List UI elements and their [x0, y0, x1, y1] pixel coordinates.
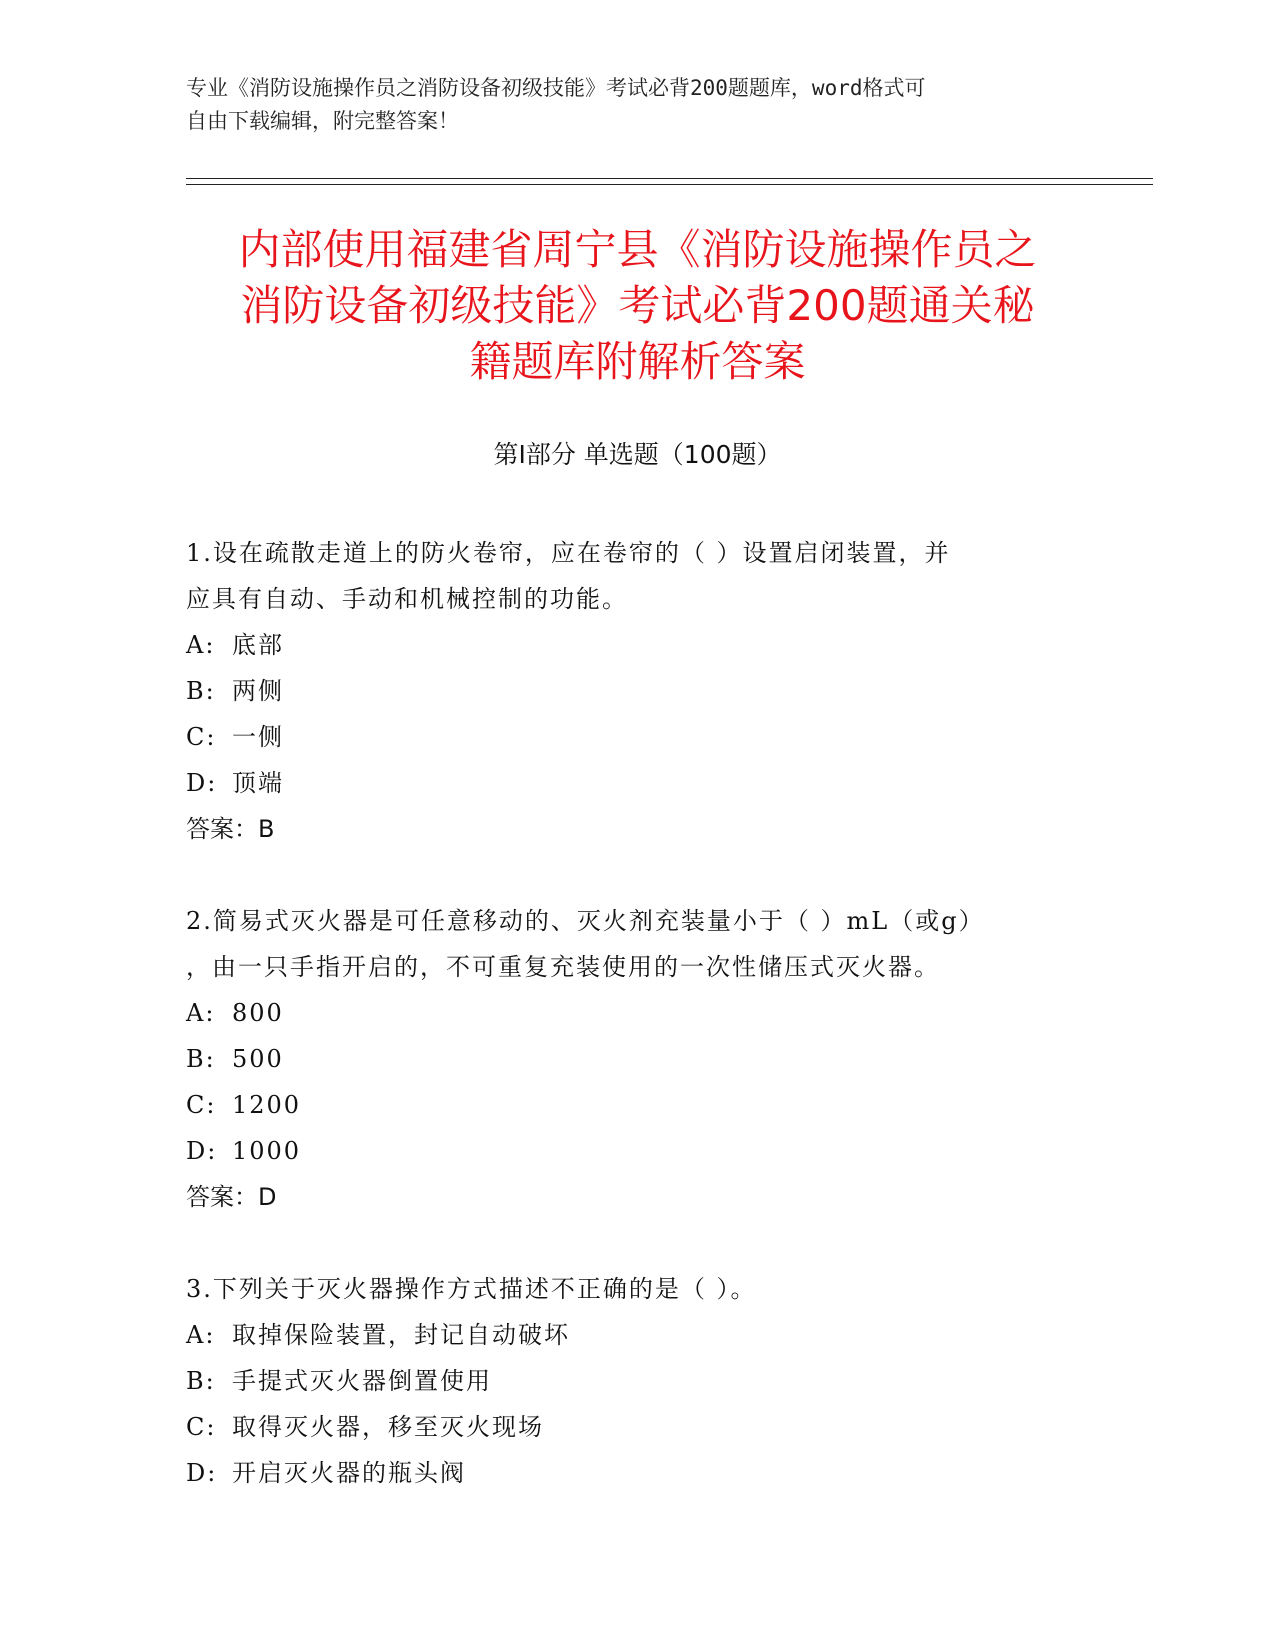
header-divider-top	[186, 178, 1153, 179]
question-2	[186, 898, 1086, 1220]
title-line-3: 籍题库附解析答案	[469, 337, 806, 386]
question-2-option-c	[186, 1082, 1086, 1128]
option-letter: D:	[186, 1459, 218, 1487]
question-3-option-c	[186, 1404, 1086, 1450]
option-letter: A:	[186, 1321, 216, 1349]
question-list	[186, 530, 1086, 1542]
question-1-stem-line-1: 1.设在疏散走道上的防火卷帘，应在卷帘的（ ）设置启闭装置，并	[186, 539, 951, 567]
question-1-answer: 答案：B	[186, 815, 275, 843]
option-letter: B:	[186, 1045, 216, 1073]
question-1-option-b	[186, 668, 1086, 714]
question-1-option-d	[186, 760, 1086, 806]
option-text: 开启灭火器的瓶头阀	[232, 1459, 466, 1487]
question-3-option-d	[186, 1450, 1086, 1496]
header-note	[186, 72, 1066, 138]
option-text: 500	[232, 1045, 284, 1073]
question-2-stem-line-1: 2.简易式灭火器是可任意移动的、灭火剂充装量小于（ ）mL（或g）	[186, 907, 985, 935]
option-text: 底部	[232, 631, 284, 659]
question-3-option-b	[186, 1358, 1086, 1404]
option-text: 800	[232, 999, 284, 1027]
option-text: 1200	[232, 1091, 302, 1119]
header-note-line-2: 自由下载编辑，附完整答案！	[186, 109, 459, 133]
document-title	[186, 222, 1089, 390]
option-letter: A:	[186, 999, 216, 1027]
option-letter: C:	[186, 723, 217, 751]
question-2-option-a	[186, 990, 1086, 1036]
option-text: 取掉保险装置，封记自动破坏	[232, 1321, 570, 1349]
option-text: 手提式灭火器倒置使用	[232, 1367, 492, 1395]
option-letter: A:	[186, 631, 216, 659]
option-letter: B:	[186, 1367, 216, 1395]
question-1	[186, 530, 1086, 852]
option-text: 取得灭火器，移至灭火现场	[232, 1413, 544, 1441]
header-divider-bottom	[186, 184, 1153, 185]
option-letter: D:	[186, 1137, 218, 1165]
question-2-option-b	[186, 1036, 1086, 1082]
question-1-stem-line-2: 应具有自动、手动和机械控制的功能。	[186, 585, 628, 613]
option-letter: C:	[186, 1413, 217, 1441]
question-2-answer: 答案：D	[186, 1183, 277, 1211]
option-text: 1000	[232, 1137, 302, 1165]
question-2-stem-line-2: ，由一只手指开启的，不可重复充装使用的一次性储压式灭火器。	[186, 953, 940, 981]
section-title: 第Ⅰ部分 单选题（100题）	[493, 440, 782, 469]
option-text: 顶端	[232, 769, 284, 797]
question-3-stem-line-1: 3.下列关于灭火器操作方式描述不正确的是（ ）。	[186, 1275, 757, 1303]
question-3	[186, 1266, 1086, 1496]
question-1-option-c	[186, 714, 1086, 760]
title-line-1: 内部使用福建省周宁县《消防设施操作员之	[238, 225, 1037, 274]
option-text: 两侧	[232, 677, 284, 705]
option-letter: D:	[186, 769, 218, 797]
option-letter: C:	[186, 1091, 217, 1119]
question-1-option-a	[186, 622, 1086, 668]
option-letter: B:	[186, 677, 216, 705]
option-text: 一侧	[232, 723, 284, 751]
question-3-option-a	[186, 1312, 1086, 1358]
question-2-option-d	[186, 1128, 1086, 1174]
header-note-line-1: 专业《消防设施操作员之消防设备初级技能》考试必背200题题库，word格式可	[186, 76, 926, 100]
title-line-2: 消防设备初级技能》考试必背200题通关秘	[240, 281, 1035, 330]
